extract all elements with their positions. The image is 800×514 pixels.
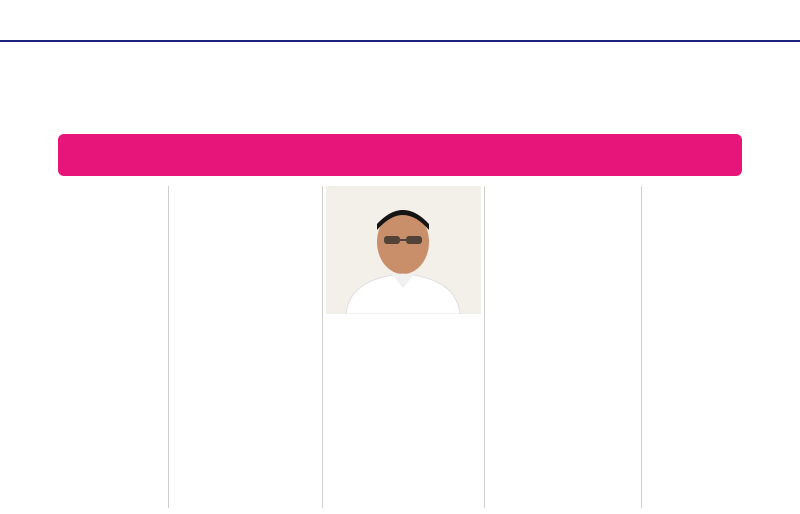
portrait-photo <box>326 186 481 314</box>
article-column-3 <box>330 352 480 508</box>
article-column-4 <box>487 186 637 508</box>
person-illustration <box>326 186 481 314</box>
top-headline <box>0 0 800 42</box>
column-divider <box>322 186 323 508</box>
subheadline-banner <box>58 134 742 176</box>
article-column-2 <box>175 186 315 508</box>
photo-caption <box>326 316 481 350</box>
column-divider <box>168 186 169 508</box>
article-column-1 <box>6 186 161 508</box>
column-divider <box>641 186 642 508</box>
article-column-5 <box>645 186 795 508</box>
column-divider <box>484 186 485 508</box>
main-headline <box>0 50 800 120</box>
